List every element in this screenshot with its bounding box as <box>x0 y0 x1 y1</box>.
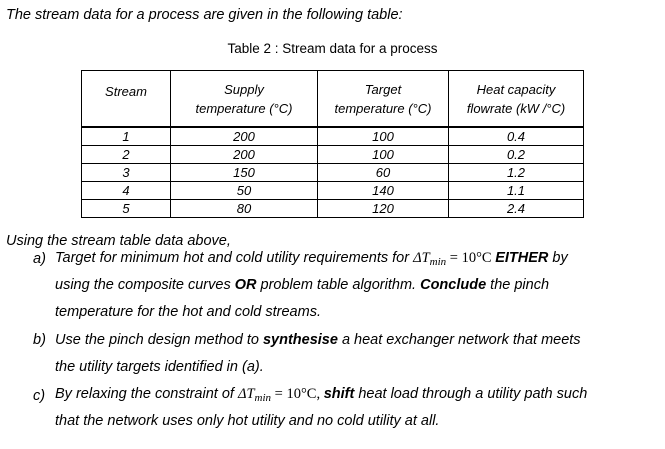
cell-stream: 4 <box>82 182 171 200</box>
header-heat-line1: Heat capacity <box>476 81 556 97</box>
question-b-emphasis-synthesise: synthesise <box>262 332 338 348</box>
question-b-text: Use the pinch design method to <box>55 332 263 348</box>
cell-cp: 0.2 <box>449 146 584 164</box>
intro-text: The stream data for a process are given in the following table: <box>6 7 403 23</box>
question-a-text: by <box>548 250 568 266</box>
question-c-line1 <box>55 386 587 403</box>
question-a-emphasis-or: OR <box>234 277 257 293</box>
header-supply-temperature <box>171 71 318 128</box>
question-b-text: a heat exchanger network that meets <box>337 332 581 348</box>
question-a-emphasis-conclude: Conclude <box>420 277 487 293</box>
header-stream: Stream <box>82 71 171 128</box>
cell-stream: 2 <box>82 146 171 164</box>
cell-cp: 1.1 <box>449 182 584 200</box>
delta-t-symbol: ΔT <box>413 250 430 266</box>
header-target-line1: Target <box>364 81 402 97</box>
header-target-temperature <box>318 71 449 128</box>
table-row <box>82 127 584 146</box>
cell-stream: 3 <box>82 164 171 182</box>
table-caption: Table 2 : Stream data for a process <box>227 41 438 56</box>
table-row <box>82 182 584 200</box>
cell-cp: 2.4 <box>449 200 584 218</box>
header-supply-line1: Supply <box>224 81 264 97</box>
header-target-line2: temperature (°C) <box>334 100 432 116</box>
header-heat-capacity <box>449 71 584 128</box>
cell-supply: 200 <box>171 127 318 146</box>
delta-t-min-math <box>413 250 495 266</box>
math-equals-value: = 10°C <box>446 250 496 266</box>
question-c-text: By relaxing the constraint of <box>55 386 238 402</box>
table-row <box>82 146 584 164</box>
cell-stream: 1 <box>82 127 171 146</box>
question-a-line2 <box>55 277 549 293</box>
question-a-text: using the composite curves <box>55 277 235 293</box>
question-c-emphasis-shift: shift <box>323 386 355 402</box>
question-a-line1 <box>55 250 568 267</box>
question-a-emphasis-either: EITHER <box>495 250 549 266</box>
math-equals-value: = 10°C, <box>271 386 324 402</box>
min-subscript: min <box>254 392 272 404</box>
lead-in-text: Using the stream table data above, <box>6 233 231 249</box>
cell-supply: 200 <box>171 146 318 164</box>
question-a-line3: temperature for the hot and cold streams. <box>55 304 321 320</box>
cell-target: 120 <box>318 200 449 218</box>
header-supply-line2: temperature (°C) <box>195 100 293 116</box>
table-header-row <box>82 71 584 128</box>
table-row <box>82 164 584 182</box>
question-a-label: a) <box>33 251 46 267</box>
min-subscript: min <box>429 256 447 268</box>
header-heat-line2: flowrate (kW /°C) <box>466 100 566 116</box>
question-a-text: problem table algorithm. <box>256 277 421 293</box>
cell-target: 60 <box>318 164 449 182</box>
cell-cp: 1.2 <box>449 164 584 182</box>
cell-target: 100 <box>318 146 449 164</box>
cell-supply: 150 <box>171 164 318 182</box>
question-c-line2: that the network uses only hot utility and no cold utility at all. <box>55 413 440 429</box>
delta-t-min-math <box>238 386 324 402</box>
cell-supply: 50 <box>171 182 318 200</box>
question-a-text: Target for minimum hot and cold utility requirements for <box>55 250 414 266</box>
question-b-line2: the utility targets identified in (a). <box>55 359 264 375</box>
question-b-line1 <box>55 332 581 348</box>
stream-data-table <box>81 70 584 218</box>
table-row <box>82 200 584 218</box>
cell-target: 140 <box>318 182 449 200</box>
question-c-text: heat load through a utility path such <box>354 386 588 402</box>
cell-stream: 5 <box>82 200 171 218</box>
cell-cp: 0.4 <box>449 127 584 146</box>
question-a-text: the pinch <box>486 277 550 293</box>
cell-target: 100 <box>318 127 449 146</box>
cell-supply: 80 <box>171 200 318 218</box>
delta-t-symbol: ΔT <box>237 386 255 402</box>
question-b-label: b) <box>33 332 46 348</box>
question-c-label: c) <box>33 388 46 404</box>
